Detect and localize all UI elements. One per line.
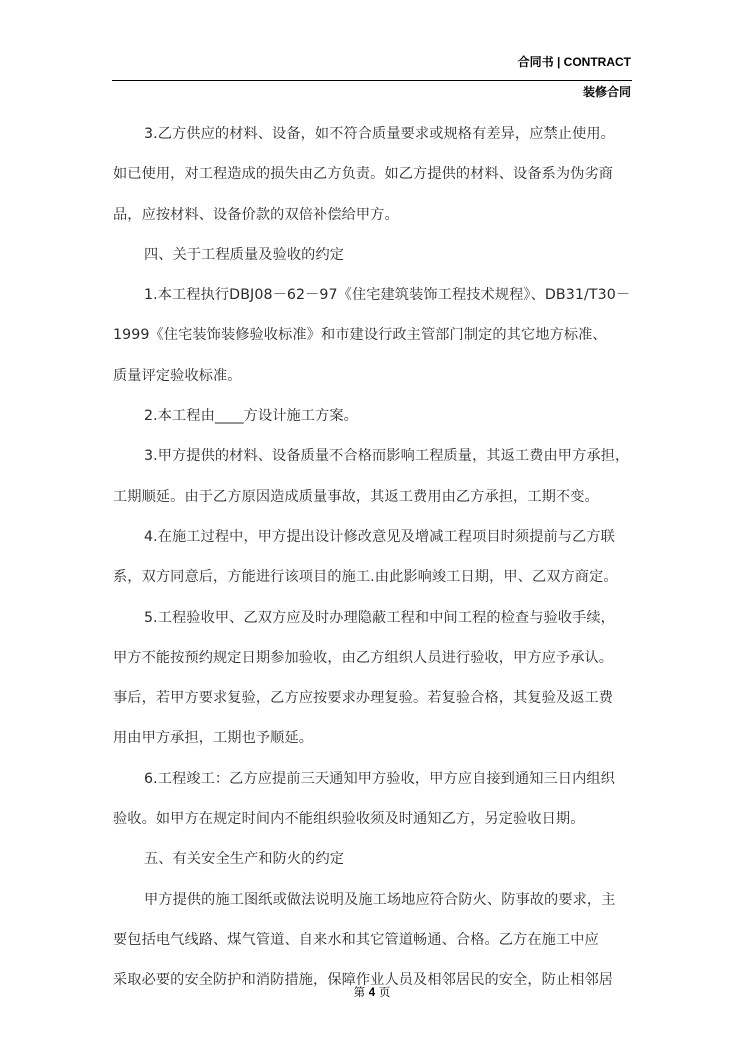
section-heading: 四、关于工程质量及验收的约定	[144, 246, 345, 263]
paragraph-line: 5.工程验收甲、乙双方应及时办理隐蔽工程和中间工程的检查与验收手续，	[144, 609, 615, 626]
paragraph-line: 工期顺延。由于乙方原因造成质量事故，其返工费用由乙方承担，工期不变。	[113, 488, 599, 505]
paragraph-line: 采取必要的安全防护和消防措施，保障作业人员及相邻居民的安全，防止相邻居	[113, 972, 614, 989]
paragraph-line: 系，双方同意后，方能进行该项目的施工.由此影响竣工日期，甲、乙双方商定。	[113, 569, 618, 586]
section-heading: 五、有关安全生产和防火的约定	[144, 851, 345, 868]
paragraph-line: 甲方不能按预约规定日期参加验收，由乙方组织人员进行验收，甲方应予承认。	[113, 649, 614, 666]
header-divider	[112, 80, 632, 81]
header-subtitle: 装修合同	[582, 85, 631, 99]
paragraph-line: 要包括电气线路、煤气管道、自来水和其它管道畅通、合格。乙方在施工中应	[113, 931, 599, 948]
paragraph-line: 品，应按材料、设备价款的双倍补偿给甲方。	[113, 206, 399, 223]
paragraph-line: 用由甲方承担，工期也予顺延。	[113, 730, 314, 747]
page-footer	[0, 984, 744, 1000]
document-body	[113, 114, 633, 1001]
paragraph-line: 事后，若甲方要求复验，乙方应按要求办理复验。若复验合格，其复验及返工费	[113, 690, 614, 707]
paragraph-line: 1.本工程执行DBJ08－62－97《住宅建筑装饰工程技术规程》、DB31/T30－	[144, 287, 631, 304]
header-title: 合同书 | CONTRACT	[517, 55, 631, 69]
footer-suffix: 页	[378, 985, 391, 999]
footer-prefix: 第	[353, 985, 366, 999]
paragraph-line: 2.本工程由____方设计施工方案。	[144, 408, 358, 425]
paragraph-line: 1999《住宅装饰装修验收标准》和市建设行政主管部门制定的其它地方标准、	[113, 327, 607, 344]
paragraph-line: 甲方提供的施工图纸或做法说明及施工场地应符合防火、防事故的要求，主	[144, 891, 616, 908]
paragraph-line: 验收。如甲方在规定时间内不能组织验收须及时通知乙方，另定验收日期。	[113, 811, 585, 828]
paragraph-line: 4.在施工过程中，甲方提出设计修改意见及增减工程项目时须提前与乙方联	[144, 528, 615, 545]
paragraph-line: 质量评定验收标准。	[113, 367, 242, 384]
paragraph-line: 3.甲方提供的材料、设备质量不合格而影响工程质量，其返工费由甲方承担，	[144, 448, 630, 465]
paragraph-line: 3.乙方供应的材料、设备，如不符合质量要求或规格有差异，应禁止使用。	[144, 126, 615, 142]
paragraph-line: 6.工程竣工：乙方应提前三天通知甲方验收，甲方应自接到通知三日内组织	[144, 770, 615, 787]
page-number: 4	[368, 987, 376, 999]
paragraph-line: 如已使用，对工程造成的损失由乙方负责。如乙方提供的材料、设备系为伪劣商	[113, 166, 614, 183]
